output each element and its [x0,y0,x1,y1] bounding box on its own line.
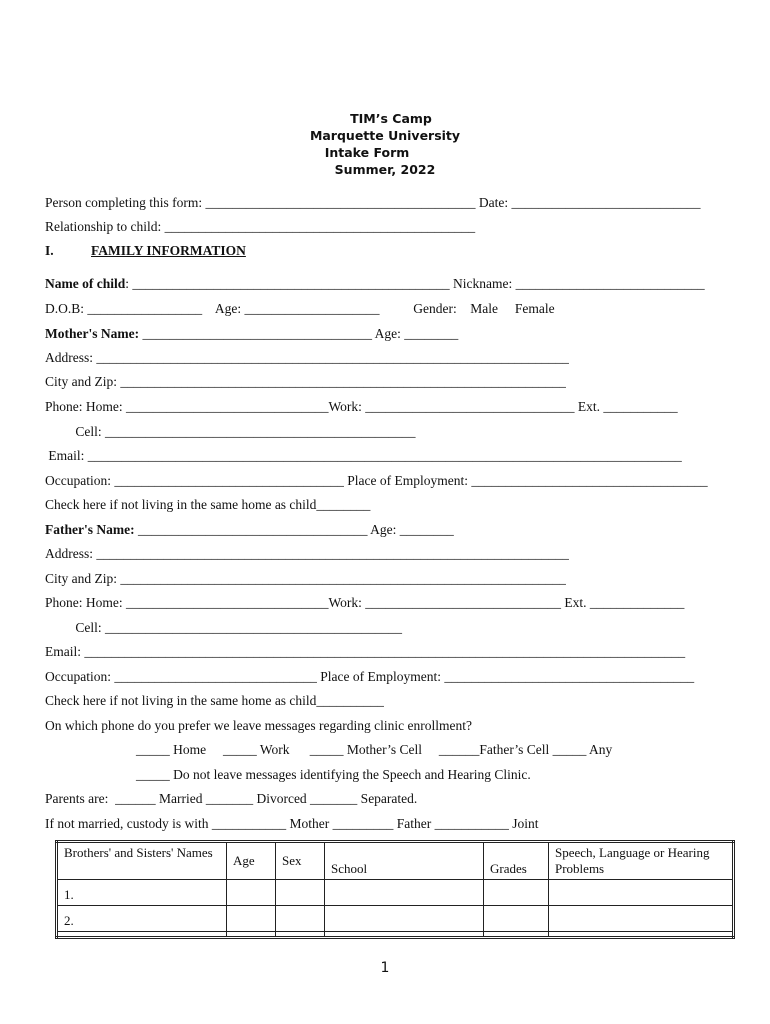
person-completing-line[interactable]: Person completing this form: ________________________________________ Date: ____________________________ [45,195,701,210]
header-sex: Sex [276,842,325,880]
mother-city-line[interactable]: City and Zip: __________________________________________________________________ [45,374,566,389]
mother-name-line[interactable] [45,326,458,342]
table-cell[interactable] [484,932,549,938]
camp-title: TIM’s Camp [350,111,432,126]
father-name-line[interactable] [45,522,454,538]
table-cell[interactable] [227,932,276,938]
mother-email-line[interactable]: Email: ________________________________________________________________________________________ [45,448,682,463]
header-grades: Grades [484,842,549,880]
page-number: 1 [380,960,390,976]
header-names: Brothers' and Sisters' Names [57,842,227,880]
section-number: I. [45,243,54,258]
phone-preference-question: On which phone do you prefer we leave messages regarding clinic enrollment? [45,718,472,733]
dob-age-gender-line[interactable]: D.O.B: _________________ Age: ____________________ Gender: Male Female [45,301,555,316]
university-name: Marquette University [309,128,461,143]
table-cell[interactable] [549,880,734,906]
child-name-field[interactable]: : _______________________________________________ Nickname: ____________________________ [125,276,705,291]
table-cell[interactable] [325,932,484,938]
section-heading [45,243,246,259]
table-cell[interactable] [325,880,484,906]
section-title: FAMILY INFORMATION [91,243,246,258]
table-row[interactable] [57,932,734,938]
father-email-line[interactable]: Email: _________________________________________________________________________________________ [45,644,686,659]
siblings-table [55,840,735,939]
father-not-living-check[interactable]: Check here if not living in the same home as child__________ [45,693,384,708]
mother-name-field[interactable]: __________________________________ Age: ________ [139,326,459,341]
form-title: Intake Form [324,145,410,160]
custody-line[interactable]: If not married, custody is with ___________ Mother _________ Father ___________ Joint [45,816,539,831]
form-season: Summer, 2022 [334,162,436,177]
table-row[interactable] [57,906,734,932]
sibling-name-cell[interactable]: 1. [57,880,227,906]
father-address-line[interactable]: Address: ______________________________________________________________________ [45,546,569,561]
table-cell[interactable] [276,932,325,938]
no-messages-option[interactable]: _____ Do not leave messages identifying the Speech and Hearing Clinic. [136,767,531,782]
mother-occupation-line[interactable]: Occupation: __________________________________ Place of Employment: ___________________________________ [45,473,708,488]
table-row[interactable] [57,880,734,906]
sibling-name-cell[interactable]: 2. [57,906,227,932]
table-cell[interactable] [549,906,734,932]
child-name-line[interactable] [45,276,705,292]
header-problems: Speech, Language or Hearing Problems [549,842,734,880]
table-cell[interactable] [227,880,276,906]
father-name-field[interactable]: __________________________________ Age: ________ [134,522,454,537]
table-cell[interactable] [484,880,549,906]
father-occupation-line[interactable]: Occupation: ______________________________ Place of Employment: _____________________________________ [45,669,695,684]
relationship-line[interactable]: Relationship to child: ______________________________________________ [45,219,476,234]
mother-name-label: Mother's Name: [45,326,140,341]
father-cell-line[interactable]: Cell: ____________________________________________ [45,620,402,635]
mother-cell-line[interactable]: Cell: ______________________________________________ [45,424,416,439]
mother-not-living-check[interactable]: Check here if not living in the same home as child________ [45,497,371,512]
header-age: Age [227,842,276,880]
header-school: School [325,842,484,880]
father-phone-line[interactable]: Phone: Home: ______________________________Work: _____________________________ Ext. ______________ [45,595,685,610]
table-cell[interactable] [227,906,276,932]
mother-address-line[interactable]: Address: ______________________________________________________________________ [45,350,569,365]
table-cell[interactable] [276,906,325,932]
table-cell[interactable] [549,932,734,938]
table-cell[interactable] [484,906,549,932]
mother-phone-line[interactable]: Phone: Home: ______________________________Work: _______________________________ Ext. ___________ [45,399,678,414]
table-header-row [57,842,734,880]
father-city-line[interactable]: City and Zip: __________________________________________________________________ [45,571,566,586]
father-name-label: Father's Name: [45,522,135,537]
phone-preference-options[interactable]: _____ Home _____ Work _____ Mother’s Cell ______Father’s Cell _____ Any [136,742,613,757]
sibling-name-cell[interactable] [57,932,227,938]
table-cell[interactable] [325,906,484,932]
child-name-label: Name of child [45,276,126,291]
parents-status-line[interactable]: Parents are: ______ Married _______ Divorced _______ Separated. [45,791,418,806]
table-cell[interactable] [276,880,325,906]
